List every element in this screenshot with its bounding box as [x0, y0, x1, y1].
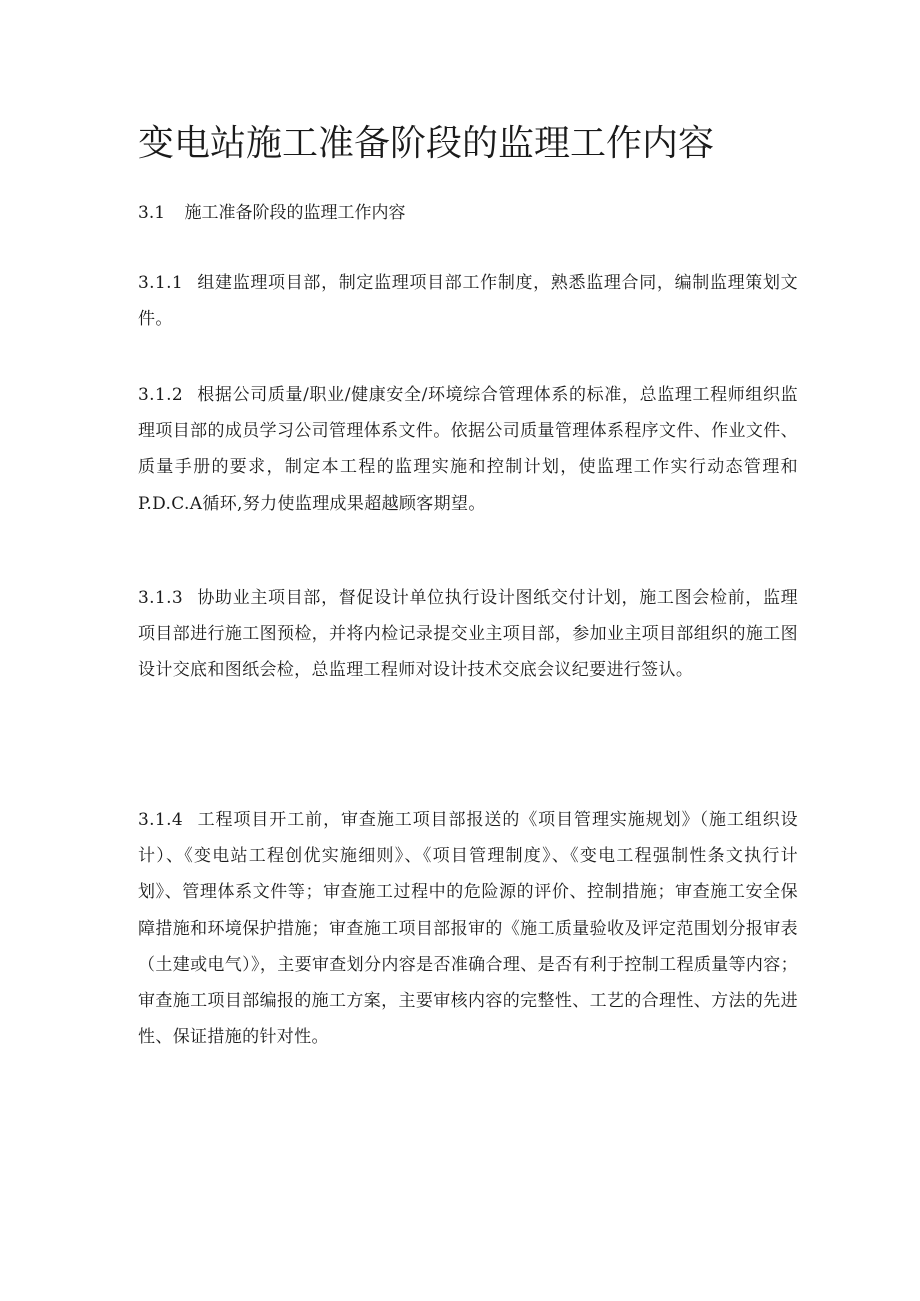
section-title: 施工准备阶段的监理工作内容 [184, 203, 406, 223]
paragraph-3-1-2 [138, 377, 798, 522]
paragraph-number: 3.1.3 [138, 588, 184, 608]
paragraph-3-1-4 [138, 802, 798, 1055]
paragraph-3-1-3 [138, 580, 798, 689]
paragraph-text: 协助业主项目部，督促设计单位执行设计图纸交付计划，施工图会检前，监理项目部进行施工图预检，并将内检记录提交业主项目部，参加业主项目部组织的施工图设计交底和图纸会检，总监理工程师对设计技术交底会议纪要进行签认。 [138, 588, 798, 681]
paragraph-3-1-1 [138, 265, 798, 337]
paragraph-number: 3.1.2 [138, 385, 184, 405]
document-title: 变电站施工准备阶段的监理工作内容 [138, 123, 715, 164]
section-heading [138, 198, 798, 228]
section-number: 3.1 [138, 203, 166, 223]
paragraph-text: 工程项目开工前，审查施工项目部报送的《项目管理实施规划》（施工组织设计）、《变电站工程创优实施细则》、《项目管理制度》、《变电工程强制性条文执行计划》、管理体系文件等；审查施工过程中的危险源的评价、控制措施；审查施工安全保障措施和环境保护措施；审查施工项目部报审的《施工质量验收及评定范围划分报审表（土建或电气）》，主要审查划分内容是否准确合理、是否有利于控制工程质量等内容；审查施工项目部编报的施工方案，主要审核内容的完整性、工艺的合理性、方法的先进性、保证措施的针对性。 [138, 810, 798, 1048]
paragraph-number: 3.1.1 [138, 273, 184, 293]
paragraph-text: 组建监理项目部，制定监理项目部工作制度，熟悉监理合同，编制监理策划文件。 [138, 273, 798, 330]
paragraph-text: 根据公司质量/职业/健康安全/环境综合管理体系的标准，总监理工程师组织监理项目部的成员学习公司管理体系文件。依据公司质量管理体系程序文件、作业文件、质量手册的要求，制定本工程的监理实施和控制计划，使监理工作实行动态管理和P.D.C.A循环,努力使监理成果超越顾客期望。 [138, 385, 798, 514]
paragraph-number: 3.1.4 [138, 810, 184, 830]
